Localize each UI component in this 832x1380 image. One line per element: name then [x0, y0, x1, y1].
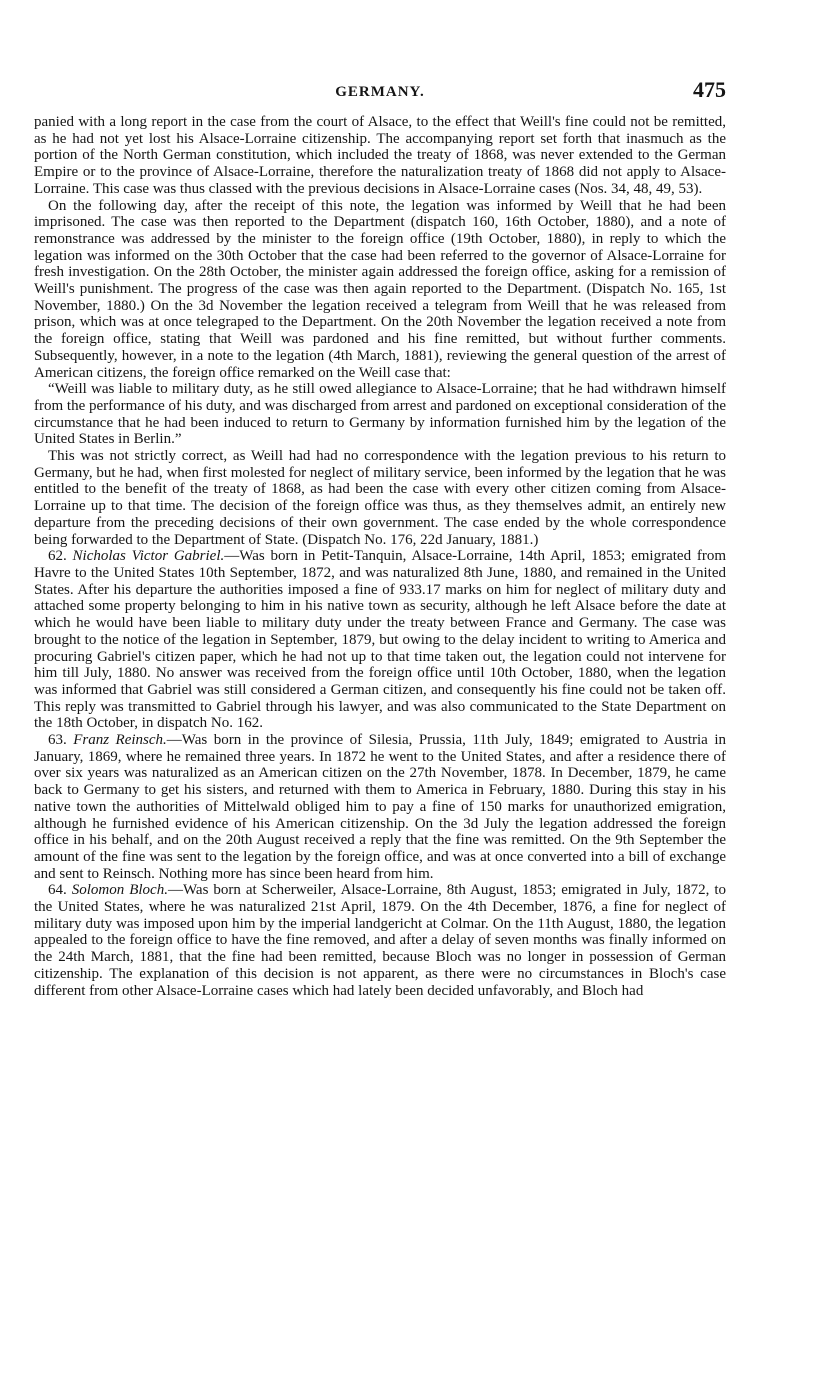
body-text — [34, 114, 726, 999]
paragraph-weill-imprisonment: On the following day, after the receipt of this note, the legation was informed by Weill that he had been imprisoned. The case was then reported to the Department (dispatch 160, 16th October, 1880), and a note of remonstrance was addressed by the minister to the foreign office (19th October, 1880), in reply to which the legation was informed on the 30th October that the case had been referred to the governor of Alsace-Lorraine for fresh investigation. On the 28th October, the minister again addressed the foreign office, asking for a remission of Weill's punishment. The progress of the case was then again reported to the Department. (Dispatch No. 165, 1st November, 1880.) On the 3d November the legation received a telegram from Weill that he was released from prison, which was at once telegraped to the Department. On the 20th November the legation received a note from the foreign office, stating that Weill was pardoned and his fine remitted, but without further comments. Subsequently, however, in a note to the legation (4th March, 1881), reviewing the general question of the arrest of American citizens, the foreign office remarked on the Weill case that: — [34, 197, 726, 381]
case-name: Solomon Bloch. — [71, 882, 168, 899]
case-text: —Was born at Scherweiler, Alsace-Lorraine, 8th August, 1853; emigrated in July, 1872, to the United States, where he was naturalized 21st April, 1879. On the 4th December, 1876, a fine for neglect of military duty was imposed upon him by the imperial landgericht at Colmar. On the 11th August, 1880, the legation appealed to the foreign office to have the fine removed, and after a delay of seven months was finally informed on the 24th March, 1881, that the fine had been remitted, because Bloch was no longer in possession of German citizenship. The explanation of this decision is not apparent, as there were no circumstances in Bloch's case different from other Alsace-Lorraine cases which had lately been decided unfavorably, and Bloch had — [34, 882, 726, 999]
paragraph-weill-conclusion: This was not strictly correct, as Weill had had no correspondence with the legation previous to his return to Germany, but he had, when first molested for neglect of military service, been informed by the legation that he was entitled to the benefit of the treaty of 1868, as had been the case with every other citizen coming from Alsace-Lorraine up to that time. The decision of the foreign office was thus, as they themselves admit, an entirely new departure from the preceding decisions of their own government. The case ended by the whole correspondence being forwarded to the Department of State. (Dispatch No. 176, 22d January, 1881.) — [34, 448, 726, 548]
case-text: —Was born in Petit-Tanquin, Alsace-Lorraine, 14th April, 1853; emigrated from Havre to the United States 10th September, 1872, and was naturalized 8th June, 1880, and remained in the United States. After his departure the authorities imposed a fine of 933.17 marks on him for neglect of military duty and attached some property belonging to him in his native town as security, although he left Alsace before the date at which he would have been liable to military duty under the treaty between France and Germany. The case was brought to the notice of the legation in September, 1879, but owing to the delay incident to writing to America and procuring Gabriel's citizen paper, which he had not up to that time taken out, the legation could not intervene for him till July, 1880. No answer was received from the foreign office until 10th October, 1880, when the legation was informed that Gabriel was still considered a German citizen, and consequently his fine could not be taken off. This reply was transmitted to Gabriel through his lawyer, and was also communicated to the State Department on the 18th October, in dispatch No. 162. — [34, 548, 727, 732]
block-quote-foreign-office: “Weill was liable to military duty, as he still owed allegiance to Alsace-Lorraine; that he had withdrawn himself from the performance of his duty, and was discharged from arrest and pardoned on exceptional consideration of the circumstance that he had been induced to return to Germany by information furnished him by the legation of the United States in Berlin.” — [34, 381, 726, 448]
case-text: —Was born in the province of Silesia, Prussia, 11th July, 1849; emigrated to Austria in January, 1869, where he remained three years. In 1872 he went to the United States, and after a residence there of over six years was naturalized as an American citizen on the 27th November, 1878. In December, 1879, he came back to Germany to get his sisters, and returned with them to America in February, 1880. During this stay in his native town the authorities of Mittelwald obliged him to pay a fine of 150 marks for unauthorized emigration, although he furnished evidence of his American citizenship. On the 3d July the legation addressed the foreign office in his behalf, and on the 20th August received a reply that the fine was remitted. On the 9th September the amount of the fine was sent to the legation by the foreign office, and was at once converted into a bill of exchange and sent to Reinsch. Nothing more has since been heard from him. — [34, 732, 726, 882]
case-name: Franz Reinsch. — [73, 732, 167, 749]
case-entry-63 — [34, 732, 726, 882]
page-number: 475 — [693, 77, 726, 102]
case-entry-64 — [34, 882, 726, 999]
case-name: Nicholas Victor Gabriel. — [72, 548, 225, 565]
case-number: 63. — [48, 732, 67, 749]
page-header — [34, 74, 726, 114]
running-head: GERMANY. — [335, 84, 425, 100]
document-page — [34, 74, 726, 999]
case-number: 62. — [48, 548, 67, 565]
case-entry-62 — [34, 548, 726, 732]
case-number: 64. — [48, 882, 67, 899]
paragraph-continuation: panied with a long report in the case from the court of Alsace, to the effect that Weill's fine could not be remitted, as he had not yet lost his Alsace-Lorraine citizenship. The accompanying report set forth that inasmuch as the portion of the North German constitution, which included the treaty of 1868, was never extended to the German Empire or to the province of Alsace-Lorraine, therefore the naturalization treaty of 1868 did not apply to Alsace-Lorraine. This case was thus classed with the previous decisions in Alsace-Lorraine cases (Nos. 34, 48, 49, 53). — [34, 114, 726, 197]
